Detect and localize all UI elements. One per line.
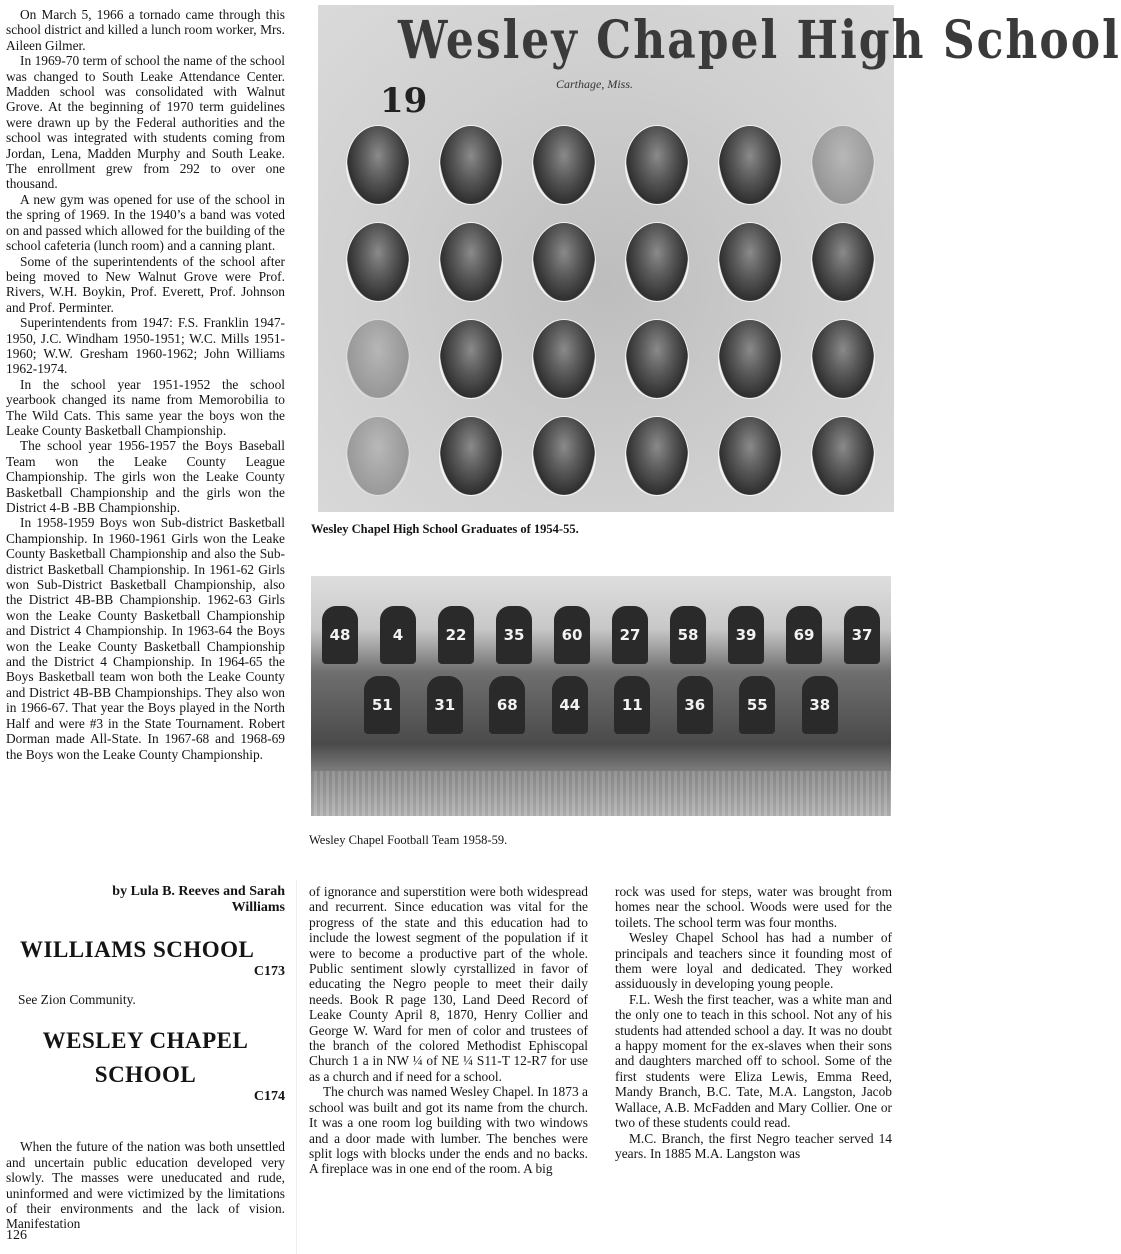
yearbook-title: Wesley Chapel High School bbox=[398, 9, 1121, 72]
paragraph: In 1969-70 term of school the name of the school was changed to South Leake Attendance Center. Madden school was consolidated with Walnut Grove. At the beginning of 1970 term guidelines were drawn up by the Federal authorities and the school was integrated with students coming from Jordan, Lena, Madden Murphy and South Leake. The enrollment grew from 292 to over one thousand. bbox=[6, 53, 285, 192]
player-jersey-number: 31 bbox=[427, 676, 463, 734]
graduate-portrait bbox=[811, 222, 875, 302]
paragraph: Some of the superintendents of the school after being moved to New Walnut Grove were Prof. Rivers, W.H. Boykin, Prof. Everett, Prof. Johnson and Prof. Perminter. bbox=[6, 253, 285, 315]
page-number: 126 bbox=[6, 1228, 27, 1243]
paragraph: of ignorance and superstition were both widespread and recurrent. Since education was vital for the progress of the state and this education had to include the lowest segment of the population if it were to become a productive part of the whole. Public sentiment slowly cyrstallized in favor of educating the Negro people to meet their daily needs. Book R page 130, Land Deed Record of Leake County April 8, 1870, Henry Collier and George W. Ward for men of color and trustees of the branch of the colored Methodist Ephiscopal Church 1 a in NW ¼ of NE ¼ S11-T 12-R7 for use as a church and if need for a school. bbox=[309, 884, 588, 1084]
player-jersey-number: 58 bbox=[670, 606, 706, 664]
paragraph: A new gym was opened for use of the school in the spring of 1969. In the 1940’s a band was voted on and passed which allowed for the building of the school cafeteria (lunch room) and a canning plant. bbox=[6, 191, 285, 254]
graduate-portrait bbox=[811, 416, 875, 496]
player-jersey-number: 55 bbox=[739, 676, 775, 734]
graduate-portrait bbox=[718, 319, 782, 399]
section-code-williams: C173 bbox=[253, 964, 285, 979]
team-front-row bbox=[311, 676, 891, 734]
right-column bbox=[615, 884, 892, 1161]
paragraph: In 1958-1959 Boys won Sub-district Basketball Championship. In 1960-1961 Girls won the Leake County Basketball Championship and also the Sub-district Basketball Championship. In 1961-62 Girls won Sub-District Basketball Championship, also the District 4B-BB Championship. 1962-63 Girls won the Leake County Basketball Championship and District 4 Championship. In 1963-64 the Boys won the Leake County Basketball Championship and the District 4 Championship. In 1964-65 the Boys Basketball team won both the Leake County and District 4B-BB Championships. They also won in 1966-67. That year the Boys played in the North Half and were #3 in the State Tournament. Robert Dorman made All-State. In 1967-68 and 1968-69 the Boys won the Leake County Championship. bbox=[6, 515, 285, 762]
football-photo-caption: Wesley Chapel Football Team 1958-59. bbox=[309, 833, 508, 847]
graduate-portrait bbox=[625, 222, 689, 302]
yearbook-subtitle: Carthage, Miss. bbox=[556, 77, 634, 91]
left-column-bottom bbox=[6, 884, 285, 1232]
graduate-portrait bbox=[439, 222, 503, 302]
paragraph: rock was used for steps, water was brought from homes near the school. Woods were used for the toilets. The school term was four months. bbox=[615, 884, 892, 930]
player-jersey-number: 11 bbox=[614, 676, 650, 734]
yearbook-year: 19 bbox=[380, 81, 428, 121]
graduate-portrait bbox=[532, 319, 596, 399]
graduates-photo bbox=[318, 5, 1121, 512]
team-back-row bbox=[311, 606, 891, 664]
player-jersey-number: 36 bbox=[677, 676, 713, 734]
graduate-portrait bbox=[718, 222, 782, 302]
paragraph: Wesley Chapel School has had a number of principals and teachers since it founding most of them were loyal and dedicated. They worked assiduously in developing young people. bbox=[615, 930, 892, 992]
graduate-portrait bbox=[532, 125, 596, 205]
byline: by Lula B. Reeves and Sarah Williams bbox=[112, 884, 285, 915]
section-title-williams-school: WILLIAMS SCHOOL bbox=[20, 937, 255, 962]
graduate-portrait bbox=[625, 416, 689, 496]
player-jersey-number: 35 bbox=[496, 606, 532, 664]
graduate-portrait bbox=[811, 125, 875, 205]
player-jersey-number: 44 bbox=[552, 676, 588, 734]
graduate-portrait bbox=[346, 319, 410, 399]
paragraph: The church was named Wesley Chapel. In 1873 a school was built and got its name from the church. It was a one room log building with two windows and a door made with lumber. The benches were split logs with blocks under the ends and no backs. A fireplace was in one end of the room. A big bbox=[309, 1084, 588, 1177]
left-column-top bbox=[6, 7, 285, 762]
portrait-grid bbox=[338, 125, 883, 505]
graduate-portrait bbox=[625, 125, 689, 205]
paragraph: M.C. Branch, the first Negro teacher served 14 years. In 1885 M.A. Langston was bbox=[615, 1130, 892, 1161]
player-jersey-number: 4 bbox=[380, 606, 416, 664]
football-team-photo bbox=[311, 576, 891, 816]
paragraph: When the future of the nation was both unsettled and uncertain public education developed very slowly. The masses were uneducated and rude, uninformed and were victimized by the limitations of their environments and the lack of vision. Manifestation bbox=[6, 1139, 285, 1232]
graduate-portrait bbox=[718, 416, 782, 496]
graduate-portrait bbox=[439, 319, 503, 399]
graduate-portrait bbox=[346, 125, 410, 205]
player-jersey-number: 39 bbox=[728, 606, 764, 664]
player-jersey-number: 22 bbox=[438, 606, 474, 664]
grass-field bbox=[311, 771, 891, 816]
column-divider bbox=[296, 880, 297, 1254]
player-jersey-number: 27 bbox=[612, 606, 648, 664]
player-jersey-number: 60 bbox=[554, 606, 590, 664]
section-title-wesley-chapel-line2: SCHOOL bbox=[94, 1062, 197, 1088]
section-title-wesley-chapel-line1: WESLEY CHAPEL bbox=[42, 1028, 249, 1054]
graduates-photo-caption: Wesley Chapel High School Graduates of 1954-55. bbox=[311, 522, 579, 536]
graduate-portrait bbox=[346, 416, 410, 496]
player-jersey-number: 48 bbox=[322, 606, 358, 664]
player-jersey-number: 37 bbox=[844, 606, 880, 664]
paragraph: In the school year 1951-1952 the school yearbook changed its name from Memorobilia to The Wild Cats. This same year the boys won the Leake County Basketball Championship. bbox=[6, 376, 285, 438]
graduate-portrait bbox=[439, 416, 503, 496]
graduate-portrait bbox=[439, 125, 503, 205]
graduate-portrait bbox=[718, 125, 782, 205]
graduate-portrait bbox=[625, 319, 689, 399]
graduate-portrait bbox=[532, 222, 596, 302]
paragraph: F.L. Wesh the first teacher, was a white man and the only one to teach in this school. Not any of his students had attended school a day. It was no doubt a happy moment for the ex-slaves when their sons and daughters marched off to school. Some of the first students were Eliza Lewis, Emma Reed, Mandy Branch, B.C. Tate, M.A. Langston, Jacob Wallace, A.B. McFadden and Mary Collier. One or two of these students could read. bbox=[615, 991, 892, 1131]
graduate-portrait bbox=[346, 222, 410, 302]
player-jersey-number: 69 bbox=[786, 606, 822, 664]
middle-column bbox=[309, 884, 588, 1177]
paragraph: Superintendents from 1947: F.S. Franklin 1947-1950, J.C. Windham 1950-1951; W.C. Mills 1951-1960; W.W. Gresham 1960-1962; John Williams 1962-1974. bbox=[6, 315, 285, 377]
player-jersey-number: 68 bbox=[489, 676, 525, 734]
paragraph: On March 5, 1966 a tornado came through this school district and killed a lunch room worker, Mrs. Aileen Gilmer. bbox=[6, 7, 285, 53]
player-jersey-number: 51 bbox=[364, 676, 400, 734]
section-code-wesley: C174 bbox=[253, 1089, 285, 1105]
graduate-portrait bbox=[532, 416, 596, 496]
see-also-note: See Zion Community. bbox=[18, 992, 136, 1007]
graduate-portrait bbox=[811, 319, 875, 399]
player-jersey-number: 38 bbox=[802, 676, 838, 734]
paragraph: The school year 1956-1957 the Boys Baseball Team won the Leake County League Championship. The girls won the Leake County Basketball Championship and the girls won the District 4-B -BB Championship. bbox=[6, 438, 285, 515]
